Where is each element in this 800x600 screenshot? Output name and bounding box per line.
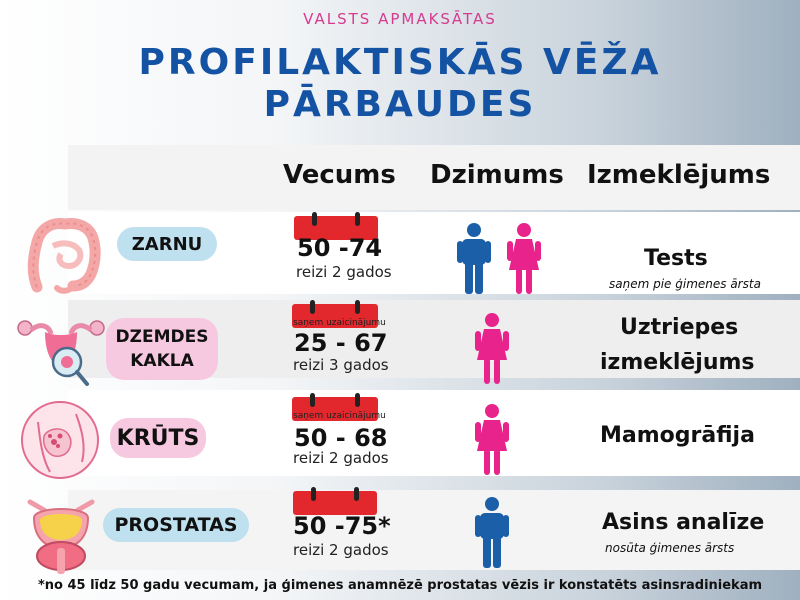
frequency: reizi 3 gados (293, 356, 389, 374)
age-range: 50 -75* (293, 512, 391, 540)
female-person-icon (474, 403, 510, 475)
organ-label-line1: DZEMDES (115, 327, 209, 347)
frequency: reizi 2 gados (296, 263, 392, 281)
exam-name: Tests (644, 246, 708, 271)
age-range: 25 - 67 (294, 329, 388, 357)
age-range: 50 - 68 (294, 424, 388, 452)
invite-note: saņem uzaicinājumu (293, 411, 386, 421)
exam-note: nosūta ģimenes ārsts (605, 541, 735, 555)
frequency: reizi 2 gados (293, 449, 389, 467)
organ-pill-dzemdes-kakla (106, 318, 218, 380)
exam-name: Asins analīze (602, 510, 765, 535)
invite-note: saņem uzaicinājumu (293, 318, 386, 328)
intestine-icon (25, 212, 105, 297)
exam-name: Uztriepes (620, 315, 739, 340)
frequency: reizi 2 gados (293, 541, 389, 559)
column-header-exam: Izmeklējums (587, 160, 771, 190)
column-header-gender: Dzimums (430, 160, 564, 190)
organ-label-line2: KAKLA (130, 351, 194, 371)
page-title-line2: PĀRBAUDES (263, 84, 537, 125)
calendar-icon (293, 487, 377, 515)
female-person-icon (506, 222, 542, 294)
male-person-icon (474, 496, 510, 568)
prostate-icon (22, 490, 100, 576)
exam-name-line2: izmeklējums (600, 350, 755, 375)
organ-pill-prostatas: PROSTATAS (103, 508, 249, 542)
organ-pill-kruts: KRŪTS (110, 418, 206, 458)
exam-name: Mamogrāfija (600, 423, 755, 448)
subtitle: VALSTS APMAKSĀTAS (303, 10, 497, 28)
uterus-icon (15, 314, 107, 392)
footnote: *no 45 līdz 50 gadu vecumam, ja ģimenes anamnēzē prostatas vēzis ir konstatēts asinsradiniekam (37, 578, 763, 593)
female-person-icon (474, 312, 510, 384)
page-title-line1: PROFILAKTISKĀS VĒŽA (138, 42, 662, 83)
column-header-age: Vecums (283, 160, 396, 190)
age-range: 50 -74 (297, 234, 383, 262)
exam-note: saņem pie ģimenes ārsta (609, 277, 761, 291)
male-person-icon (456, 222, 492, 294)
breast-icon (20, 400, 100, 480)
organ-pill-zarnu: ZARNU (117, 227, 217, 261)
